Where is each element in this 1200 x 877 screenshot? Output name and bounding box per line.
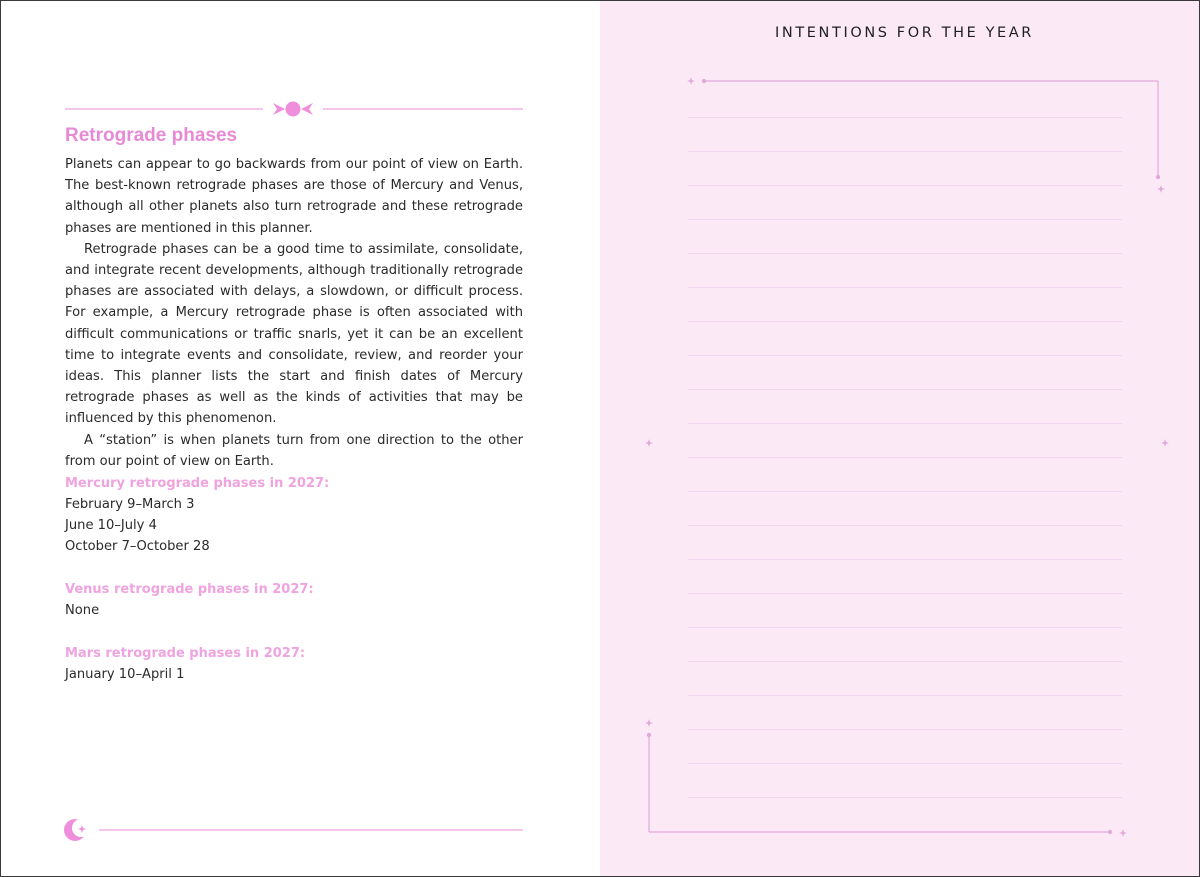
candy-ornament-icon xyxy=(273,102,313,117)
paragraph: Planets can appear to go backwards from our point of view on Earth. The best-known retrograde phases are those of Mercury and Venus, although all other planets also turn retrograde and these retrograde phases are mentioned in this planner. xyxy=(65,157,523,236)
writing-line[interactable] xyxy=(688,253,1122,254)
page-header: INTENTIONS FOR THE YEAR xyxy=(775,25,1034,41)
body-text xyxy=(65,154,523,472)
list-item: None xyxy=(65,603,100,618)
list-heading: Mercury retrograde phases in 2027: xyxy=(65,476,330,491)
mercury-retrograde-list xyxy=(65,473,525,558)
writing-line[interactable] xyxy=(688,593,1122,594)
writing-line[interactable] xyxy=(688,355,1122,356)
list-item: February 9–March 3 xyxy=(65,497,195,512)
writing-line[interactable] xyxy=(688,763,1122,764)
crescent-moon-icon xyxy=(64,819,90,841)
list-heading: Venus retrograde phases in 2027: xyxy=(65,582,314,597)
ornament-divider xyxy=(65,99,523,119)
right-page xyxy=(600,1,1199,876)
writing-line[interactable] xyxy=(688,287,1122,288)
writing-line[interactable] xyxy=(688,797,1122,798)
writing-line[interactable] xyxy=(688,627,1122,628)
mars-retrograde-list xyxy=(65,643,525,685)
writing-line[interactable] xyxy=(688,389,1122,390)
writing-line[interactable] xyxy=(688,151,1122,152)
list-item: June 10–July 4 xyxy=(65,518,157,534)
writing-line[interactable] xyxy=(688,695,1122,696)
writing-line[interactable] xyxy=(688,185,1122,186)
list-item: January 10–April 1 xyxy=(65,667,185,682)
writing-line[interactable] xyxy=(688,117,1122,118)
writing-line[interactable] xyxy=(688,525,1122,526)
left-page xyxy=(1,1,600,876)
writing-line[interactable] xyxy=(688,559,1122,560)
writing-line[interactable] xyxy=(688,729,1122,730)
list-item: October 7–October 28 xyxy=(65,539,210,555)
venus-retrograde-list xyxy=(65,579,525,621)
paragraph: A “station” is when planets turn from one direction to the other from our point of view on Earth. xyxy=(65,432,523,469)
footer-ornament xyxy=(63,815,525,845)
writing-line[interactable] xyxy=(688,661,1122,662)
writing-lines[interactable] xyxy=(688,117,1122,831)
list-heading: Mars retrograde phases in 2027: xyxy=(65,646,306,661)
paragraph: Retrograde phases can be a good time to assimilate, consolidate, and integrate recent developments, although traditionally retrograde phases are associated with delays, a slowdown, or difficult process. For example, a Mercury retrograde phase is often associated with difficult communications or traffic snarls, yet it can be an excellent time to integrate events and consolidate, review, and reorder your ideas. This planner lists the start and finish dates of Mercury retrograde phases as well as the kinds of activities that may be influenced by this phenomenon. xyxy=(65,241,523,427)
writing-line[interactable] xyxy=(688,423,1122,424)
writing-line[interactable] xyxy=(688,457,1122,458)
section-title: Retrograde phases xyxy=(65,125,238,146)
writing-line[interactable] xyxy=(688,219,1122,220)
writing-line[interactable] xyxy=(688,321,1122,322)
writing-line[interactable] xyxy=(688,491,1122,492)
